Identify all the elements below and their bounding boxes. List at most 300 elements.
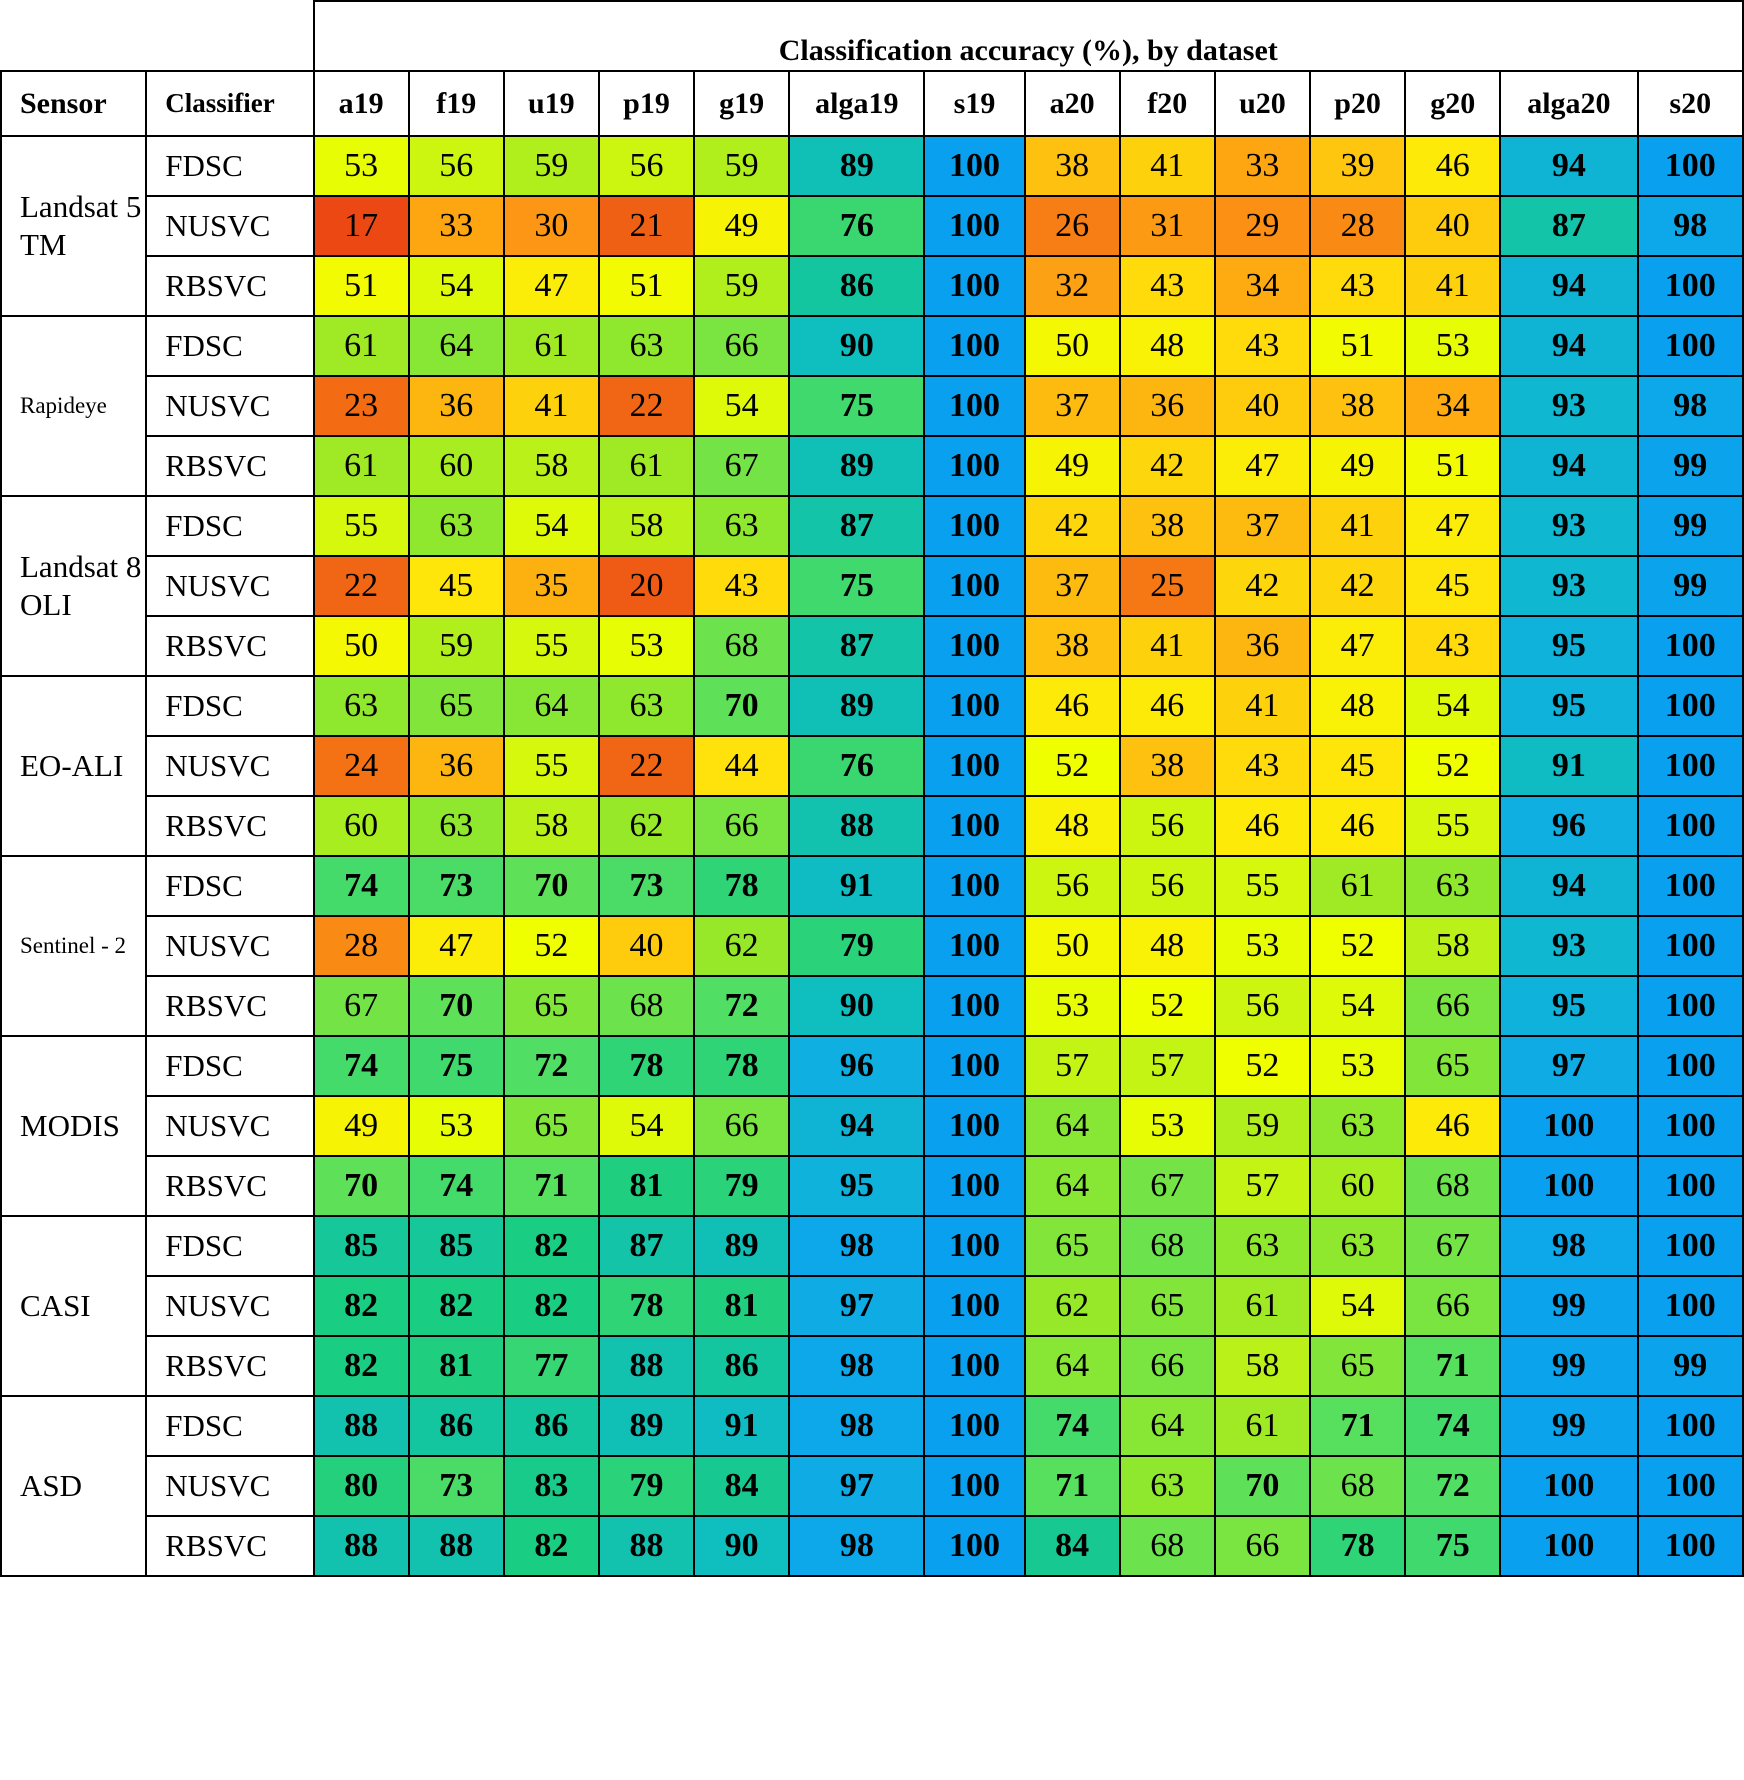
- table-row: [1, 796, 1743, 856]
- value-cell: 67: [694, 436, 789, 496]
- table-row: [1, 436, 1743, 496]
- value-cell: 68: [1120, 1216, 1215, 1276]
- table-row: [1, 976, 1743, 1036]
- value-cell: 81: [409, 1336, 504, 1396]
- value-cell: 100: [1638, 916, 1744, 976]
- value-cell: 44: [694, 736, 789, 796]
- classifier-label: RBSVC: [146, 256, 313, 316]
- value-cell: 61: [599, 436, 694, 496]
- value-cell: 62: [1025, 1276, 1120, 1336]
- value-cell: 39: [1310, 136, 1405, 196]
- value-cell: 78: [694, 856, 789, 916]
- value-cell: 88: [599, 1336, 694, 1396]
- value-cell: 38: [1025, 136, 1120, 196]
- value-cell: 78: [694, 1036, 789, 1096]
- column-header-a19: a19: [314, 71, 409, 136]
- value-cell: 72: [504, 1036, 599, 1096]
- value-cell: 53: [1215, 916, 1310, 976]
- value-cell: 51: [1310, 316, 1405, 376]
- value-cell: 56: [1120, 796, 1215, 856]
- sensor-label: Landsat 8 OLI: [1, 496, 146, 676]
- value-cell: 87: [789, 616, 924, 676]
- value-cell: 37: [1025, 556, 1120, 616]
- value-cell: 78: [599, 1276, 694, 1336]
- value-cell: 100: [1638, 976, 1744, 1036]
- value-cell: 42: [1215, 556, 1310, 616]
- value-cell: 55: [504, 736, 599, 796]
- value-cell: 76: [789, 736, 924, 796]
- value-cell: 22: [599, 376, 694, 436]
- value-cell: 100: [924, 316, 1024, 376]
- value-cell: 38: [1025, 616, 1120, 676]
- value-cell: 87: [1500, 196, 1637, 256]
- value-cell: 98: [1500, 1216, 1637, 1276]
- value-cell: 41: [1120, 136, 1215, 196]
- value-cell: 100: [1638, 256, 1744, 316]
- classifier-label: RBSVC: [146, 1516, 313, 1576]
- value-cell: 56: [409, 136, 504, 196]
- value-cell: 100: [924, 1036, 1024, 1096]
- value-cell: 82: [504, 1516, 599, 1576]
- value-cell: 52: [1120, 976, 1215, 1036]
- value-cell: 49: [694, 196, 789, 256]
- value-cell: 60: [409, 436, 504, 496]
- sensor-label: Landsat 5 TM: [1, 136, 146, 316]
- value-cell: 55: [314, 496, 409, 556]
- value-cell: 62: [599, 796, 694, 856]
- value-cell: 43: [1215, 316, 1310, 376]
- column-header-f19: f19: [409, 71, 504, 136]
- value-cell: 47: [504, 256, 599, 316]
- value-cell: 63: [1405, 856, 1500, 916]
- table-row: [1, 736, 1743, 796]
- classifier-label: FDSC: [146, 316, 313, 376]
- value-cell: 60: [314, 796, 409, 856]
- value-cell: 71: [1025, 1456, 1120, 1516]
- value-cell: 57: [1215, 1156, 1310, 1216]
- value-cell: 84: [1025, 1516, 1120, 1576]
- sensor-label: ASD: [1, 1396, 146, 1576]
- value-cell: 90: [694, 1516, 789, 1576]
- value-cell: 100: [924, 1216, 1024, 1276]
- value-cell: 100: [1638, 676, 1744, 736]
- value-cell: 66: [1405, 1276, 1500, 1336]
- value-cell: 96: [789, 1036, 924, 1096]
- value-cell: 63: [1310, 1216, 1405, 1276]
- value-cell: 100: [924, 1516, 1024, 1576]
- value-cell: 100: [1638, 1276, 1744, 1336]
- column-header-row: [1, 71, 1743, 136]
- title-row: [1, 1, 1743, 71]
- value-cell: 46: [1215, 796, 1310, 856]
- value-cell: 100: [924, 676, 1024, 736]
- value-cell: 76: [789, 196, 924, 256]
- value-cell: 49: [1310, 436, 1405, 496]
- value-cell: 75: [1405, 1516, 1500, 1576]
- value-cell: 67: [314, 976, 409, 1036]
- value-cell: 52: [1215, 1036, 1310, 1096]
- value-cell: 91: [694, 1396, 789, 1456]
- value-cell: 90: [789, 316, 924, 376]
- value-cell: 95: [1500, 676, 1637, 736]
- table-row: [1, 1516, 1743, 1576]
- value-cell: 77: [504, 1336, 599, 1396]
- column-header-u20: u20: [1215, 71, 1310, 136]
- sensor-label: EO-ALI: [1, 676, 146, 856]
- value-cell: 45: [1310, 736, 1405, 796]
- value-cell: 100: [924, 196, 1024, 256]
- value-cell: 66: [1405, 976, 1500, 1036]
- value-cell: 50: [1025, 316, 1120, 376]
- value-cell: 94: [1500, 856, 1637, 916]
- value-cell: 100: [1638, 1156, 1744, 1216]
- column-header-g20: g20: [1405, 71, 1500, 136]
- value-cell: 43: [694, 556, 789, 616]
- value-cell: 74: [314, 856, 409, 916]
- classifier-label: FDSC: [146, 496, 313, 556]
- value-cell: 54: [409, 256, 504, 316]
- value-cell: 60: [1310, 1156, 1405, 1216]
- value-cell: 33: [409, 196, 504, 256]
- column-header-p20: p20: [1310, 71, 1405, 136]
- value-cell: 94: [1500, 316, 1637, 376]
- value-cell: 70: [314, 1156, 409, 1216]
- value-cell: 71: [1405, 1336, 1500, 1396]
- value-cell: 100: [1500, 1096, 1637, 1156]
- value-cell: 86: [694, 1336, 789, 1396]
- value-cell: 100: [924, 916, 1024, 976]
- value-cell: 65: [1310, 1336, 1405, 1396]
- table-row: [1, 1156, 1743, 1216]
- table-row: [1, 316, 1743, 376]
- value-cell: 93: [1500, 376, 1637, 436]
- table-row: [1, 376, 1743, 436]
- value-cell: 88: [789, 796, 924, 856]
- value-cell: 98: [789, 1516, 924, 1576]
- value-cell: 21: [599, 196, 694, 256]
- value-cell: 86: [504, 1396, 599, 1456]
- table-row: [1, 136, 1743, 196]
- value-cell: 63: [1215, 1216, 1310, 1276]
- value-cell: 46: [1310, 796, 1405, 856]
- value-cell: 43: [1215, 736, 1310, 796]
- value-cell: 91: [789, 856, 924, 916]
- value-cell: 47: [1215, 436, 1310, 496]
- classifier-label: NUSVC: [146, 1456, 313, 1516]
- column-header-s19: s19: [924, 71, 1024, 136]
- value-cell: 52: [1405, 736, 1500, 796]
- value-cell: 58: [504, 796, 599, 856]
- classifier-column-header: Classifier: [146, 71, 313, 136]
- value-cell: 30: [504, 196, 599, 256]
- value-cell: 100: [924, 376, 1024, 436]
- value-cell: 58: [1405, 916, 1500, 976]
- value-cell: 58: [1215, 1336, 1310, 1396]
- value-cell: 46: [1405, 136, 1500, 196]
- value-cell: 53: [599, 616, 694, 676]
- value-cell: 63: [694, 496, 789, 556]
- value-cell: 97: [1500, 1036, 1637, 1096]
- column-header-g19: g19: [694, 71, 789, 136]
- value-cell: 26: [1025, 196, 1120, 256]
- value-cell: 94: [1500, 256, 1637, 316]
- value-cell: 68: [1120, 1516, 1215, 1576]
- value-cell: 56: [599, 136, 694, 196]
- value-cell: 36: [409, 376, 504, 436]
- value-cell: 63: [314, 676, 409, 736]
- value-cell: 88: [314, 1516, 409, 1576]
- value-cell: 64: [1025, 1156, 1120, 1216]
- value-cell: 98: [789, 1396, 924, 1456]
- value-cell: 85: [314, 1216, 409, 1276]
- value-cell: 87: [789, 496, 924, 556]
- value-cell: 93: [1500, 916, 1637, 976]
- value-cell: 54: [599, 1096, 694, 1156]
- value-cell: 59: [1215, 1096, 1310, 1156]
- value-cell: 72: [694, 976, 789, 1036]
- value-cell: 48: [1120, 916, 1215, 976]
- value-cell: 81: [694, 1276, 789, 1336]
- value-cell: 41: [1405, 256, 1500, 316]
- table-row: [1, 1276, 1743, 1336]
- value-cell: 66: [1120, 1336, 1215, 1396]
- value-cell: 61: [1310, 856, 1405, 916]
- value-cell: 65: [1405, 1036, 1500, 1096]
- table-row: [1, 1216, 1743, 1276]
- value-cell: 74: [409, 1156, 504, 1216]
- value-cell: 31: [1120, 196, 1215, 256]
- classifier-label: FDSC: [146, 136, 313, 196]
- value-cell: 34: [1405, 376, 1500, 436]
- classifier-label: RBSVC: [146, 1156, 313, 1216]
- value-cell: 53: [1120, 1096, 1215, 1156]
- value-cell: 98: [1638, 376, 1744, 436]
- value-cell: 78: [599, 1036, 694, 1096]
- table-row: [1, 196, 1743, 256]
- value-cell: 100: [1638, 1036, 1744, 1096]
- value-cell: 48: [1120, 316, 1215, 376]
- classifier-label: NUSVC: [146, 376, 313, 436]
- value-cell: 58: [504, 436, 599, 496]
- value-cell: 100: [1638, 1096, 1744, 1156]
- value-cell: 97: [789, 1276, 924, 1336]
- table-row: [1, 1336, 1743, 1396]
- value-cell: 58: [599, 496, 694, 556]
- value-cell: 75: [409, 1036, 504, 1096]
- value-cell: 88: [599, 1516, 694, 1576]
- table-row: [1, 496, 1743, 556]
- value-cell: 63: [1310, 1096, 1405, 1156]
- value-cell: 66: [1215, 1516, 1310, 1576]
- value-cell: 54: [1310, 1276, 1405, 1336]
- value-cell: 89: [789, 436, 924, 496]
- value-cell: 100: [924, 796, 1024, 856]
- value-cell: 54: [1405, 676, 1500, 736]
- value-cell: 79: [694, 1156, 789, 1216]
- column-header-f20: f20: [1120, 71, 1215, 136]
- value-cell: 56: [1025, 856, 1120, 916]
- value-cell: 43: [1120, 256, 1215, 316]
- value-cell: 93: [1500, 496, 1637, 556]
- value-cell: 51: [1405, 436, 1500, 496]
- table-body: [1, 136, 1743, 1576]
- value-cell: 94: [1500, 136, 1637, 196]
- value-cell: 56: [1215, 976, 1310, 1036]
- value-cell: 95: [789, 1156, 924, 1216]
- value-cell: 100: [1638, 736, 1744, 796]
- value-cell: 100: [1500, 1156, 1637, 1216]
- value-cell: 100: [924, 496, 1024, 556]
- value-cell: 61: [1215, 1396, 1310, 1456]
- value-cell: 61: [314, 316, 409, 376]
- value-cell: 49: [314, 1096, 409, 1156]
- value-cell: 64: [1025, 1096, 1120, 1156]
- value-cell: 63: [599, 316, 694, 376]
- table-title: Classification accuracy (%), by dataset: [314, 1, 1744, 71]
- value-cell: 53: [314, 136, 409, 196]
- value-cell: 65: [504, 976, 599, 1036]
- column-header-alga19: alga19: [789, 71, 924, 136]
- value-cell: 41: [1120, 616, 1215, 676]
- value-cell: 40: [1405, 196, 1500, 256]
- value-cell: 82: [314, 1336, 409, 1396]
- value-cell: 68: [694, 616, 789, 676]
- value-cell: 43: [1310, 256, 1405, 316]
- value-cell: 83: [504, 1456, 599, 1516]
- classifier-label: FDSC: [146, 676, 313, 736]
- value-cell: 29: [1215, 196, 1310, 256]
- value-cell: 36: [1120, 376, 1215, 436]
- value-cell: 63: [599, 676, 694, 736]
- value-cell: 50: [314, 616, 409, 676]
- table-row: [1, 256, 1743, 316]
- value-cell: 99: [1638, 556, 1744, 616]
- value-cell: 86: [409, 1396, 504, 1456]
- value-cell: 53: [1025, 976, 1120, 1036]
- value-cell: 85: [409, 1216, 504, 1276]
- value-cell: 33: [1215, 136, 1310, 196]
- value-cell: 89: [694, 1216, 789, 1276]
- value-cell: 54: [1310, 976, 1405, 1036]
- value-cell: 100: [1638, 856, 1744, 916]
- value-cell: 48: [1310, 676, 1405, 736]
- value-cell: 95: [1500, 616, 1637, 676]
- classifier-label: FDSC: [146, 1036, 313, 1096]
- value-cell: 52: [1310, 916, 1405, 976]
- value-cell: 80: [314, 1456, 409, 1516]
- sensor-label: Rapideye: [1, 316, 146, 496]
- value-cell: 38: [1120, 496, 1215, 556]
- classifier-label: FDSC: [146, 1216, 313, 1276]
- value-cell: 23: [314, 376, 409, 436]
- value-cell: 37: [1025, 376, 1120, 436]
- value-cell: 65: [1025, 1216, 1120, 1276]
- value-cell: 82: [409, 1276, 504, 1336]
- value-cell: 65: [1120, 1276, 1215, 1336]
- value-cell: 70: [409, 976, 504, 1036]
- value-cell: 70: [694, 676, 789, 736]
- value-cell: 34: [1215, 256, 1310, 316]
- value-cell: 59: [504, 136, 599, 196]
- classifier-label: RBSVC: [146, 436, 313, 496]
- value-cell: 73: [409, 856, 504, 916]
- value-cell: 75: [789, 376, 924, 436]
- value-cell: 55: [1215, 856, 1310, 916]
- value-cell: 25: [1120, 556, 1215, 616]
- value-cell: 64: [504, 676, 599, 736]
- value-cell: 38: [1120, 736, 1215, 796]
- value-cell: 67: [1405, 1216, 1500, 1276]
- column-header-s20: s20: [1638, 71, 1744, 136]
- value-cell: 53: [1405, 316, 1500, 376]
- value-cell: 98: [789, 1216, 924, 1276]
- value-cell: 20: [599, 556, 694, 616]
- value-cell: 94: [1500, 436, 1637, 496]
- value-cell: 100: [924, 736, 1024, 796]
- value-cell: 100: [924, 256, 1024, 316]
- table-row: [1, 1096, 1743, 1156]
- table-row: [1, 1396, 1743, 1456]
- value-cell: 68: [1310, 1456, 1405, 1516]
- value-cell: 38: [1310, 376, 1405, 436]
- classifier-label: RBSVC: [146, 976, 313, 1036]
- value-cell: 50: [1025, 916, 1120, 976]
- value-cell: 89: [789, 136, 924, 196]
- value-cell: 82: [504, 1276, 599, 1336]
- value-cell: 74: [314, 1036, 409, 1096]
- value-cell: 51: [314, 256, 409, 316]
- value-cell: 98: [789, 1336, 924, 1396]
- value-cell: 88: [314, 1396, 409, 1456]
- classifier-label: FDSC: [146, 1396, 313, 1456]
- table-row: [1, 1456, 1743, 1516]
- value-cell: 67: [1120, 1156, 1215, 1216]
- value-cell: 63: [409, 496, 504, 556]
- value-cell: 74: [1025, 1396, 1120, 1456]
- value-cell: 51: [599, 256, 694, 316]
- value-cell: 36: [1215, 616, 1310, 676]
- value-cell: 88: [409, 1516, 504, 1576]
- value-cell: 100: [1638, 316, 1744, 376]
- value-cell: 28: [314, 916, 409, 976]
- classifier-label: NUSVC: [146, 916, 313, 976]
- value-cell: 96: [1500, 796, 1637, 856]
- value-cell: 46: [1405, 1096, 1500, 1156]
- value-cell: 45: [409, 556, 504, 616]
- value-cell: 59: [694, 136, 789, 196]
- column-header-alga20: alga20: [1500, 71, 1637, 136]
- value-cell: 89: [599, 1396, 694, 1456]
- value-cell: 65: [504, 1096, 599, 1156]
- value-cell: 55: [1405, 796, 1500, 856]
- column-header-a20: a20: [1025, 71, 1120, 136]
- value-cell: 59: [409, 616, 504, 676]
- value-cell: 100: [924, 556, 1024, 616]
- value-cell: 55: [504, 616, 599, 676]
- value-cell: 64: [1025, 1336, 1120, 1396]
- value-cell: 81: [599, 1156, 694, 1216]
- value-cell: 61: [314, 436, 409, 496]
- value-cell: 71: [1310, 1396, 1405, 1456]
- value-cell: 32: [1025, 256, 1120, 316]
- value-cell: 95: [1500, 976, 1637, 1036]
- value-cell: 37: [1215, 496, 1310, 556]
- table-row: [1, 856, 1743, 916]
- value-cell: 100: [1500, 1456, 1637, 1516]
- value-cell: 46: [1120, 676, 1215, 736]
- value-cell: 47: [409, 916, 504, 976]
- value-cell: 57: [1120, 1036, 1215, 1096]
